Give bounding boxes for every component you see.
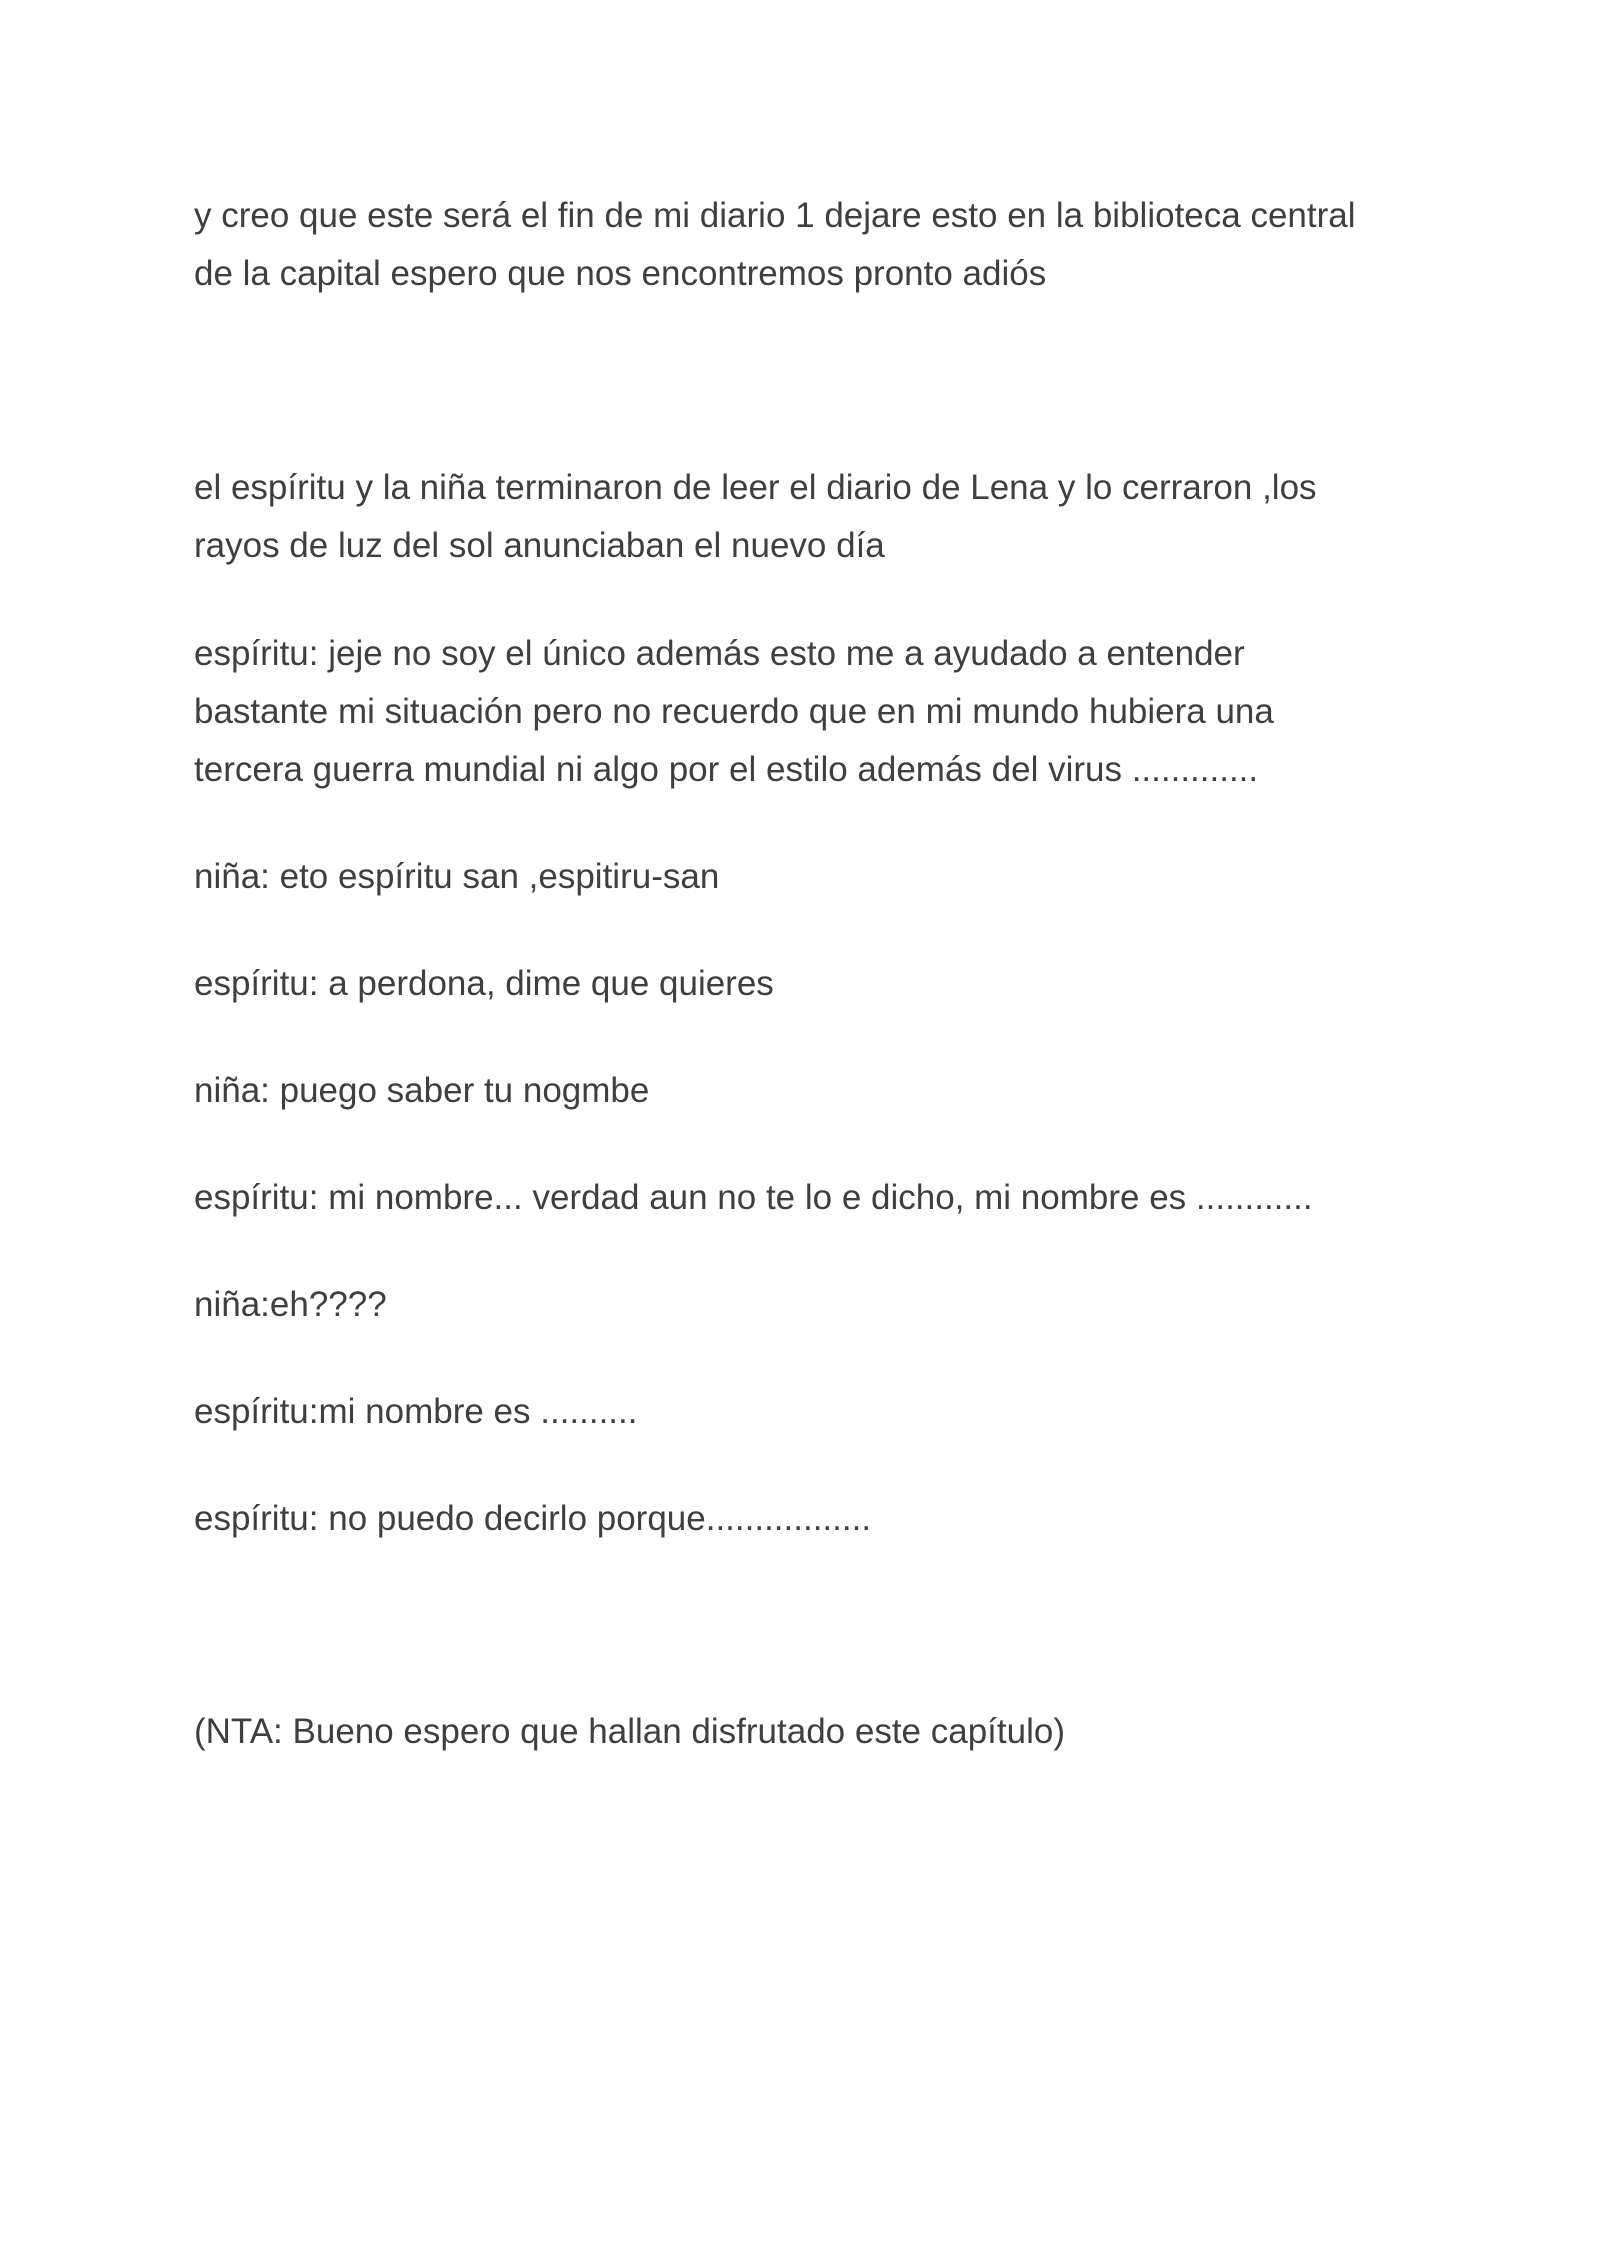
- text-line: bastante mi situación pero no recuerdo que en mi mundo hubiera una: [194, 692, 1274, 731]
- text-line: (NTA: Bueno espero que hallan disfrutado este capítulo): [194, 1712, 1065, 1751]
- text-line: de la capital espero que nos encontremos pronto adiós: [194, 254, 1047, 293]
- text-line: niña:eh????: [194, 1285, 387, 1324]
- text-line: niña: eto espíritu san ,espitiru-san: [194, 857, 720, 896]
- paragraph-spirit-dialogue: [194, 1383, 1424, 1441]
- paragraph-narration: [194, 459, 1424, 575]
- text-line: espíritu: jeje no soy el único además esto me a ayudado a entender: [194, 634, 1245, 673]
- paragraph-spirit-dialogue: [194, 955, 1424, 1013]
- paragraph-girl-dialogue: [194, 848, 1424, 906]
- text-line: espíritu: mi nombre... verdad aun no te lo e dicho, mi nombre es ............: [194, 1178, 1313, 1217]
- paragraph-girl-dialogue: [194, 1276, 1424, 1334]
- paragraph-spirit-dialogue: [194, 1490, 1424, 1548]
- paragraph-spirit-dialogue: [194, 625, 1424, 799]
- text-line: tercera guerra mundial ni algo por el estilo además del virus .............: [194, 750, 1259, 789]
- paragraph-spirit-dialogue: [194, 1169, 1424, 1227]
- paragraph-author-note: [194, 1703, 1424, 1761]
- text-line: espíritu: no puedo decirlo porque.................: [194, 1499, 872, 1538]
- text-line: niña: puego saber tu nogmbe: [194, 1071, 650, 1110]
- paragraph-girl-dialogue: [194, 1062, 1424, 1120]
- text-line: espíritu:mi nombre es ..........: [194, 1392, 638, 1431]
- text-line: y creo que este será el fin de mi diario 1 dejare esto en la biblioteca central: [194, 196, 1356, 235]
- paragraph-diary-ending: [194, 187, 1424, 303]
- text-line: espíritu: a perdona, dime que quieres: [194, 964, 774, 1003]
- text-line: el espíritu y la niña terminaron de leer el diario de Lena y lo cerraron ,los: [194, 468, 1317, 507]
- text-line: rayos de luz del sol anunciaban el nuevo día: [194, 526, 885, 565]
